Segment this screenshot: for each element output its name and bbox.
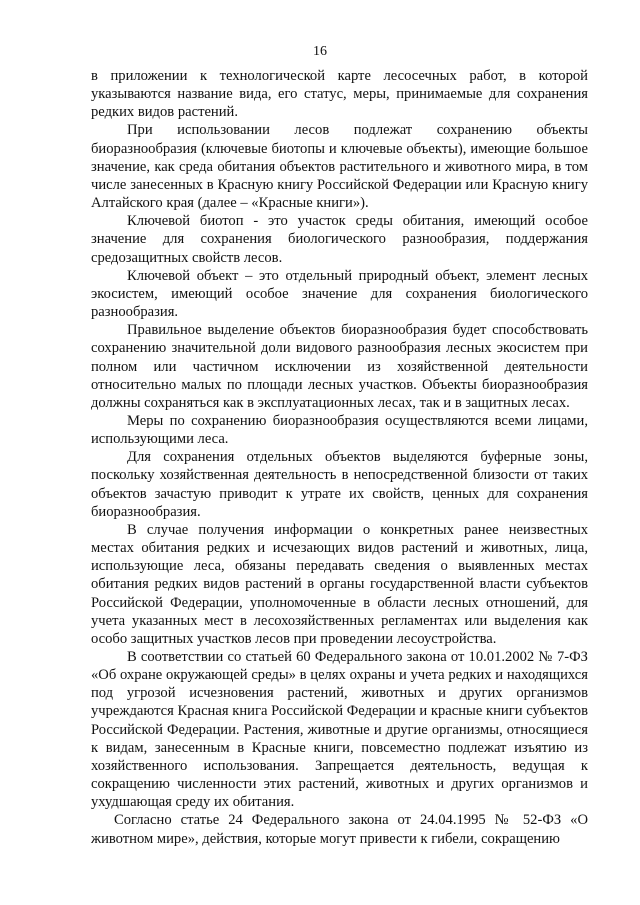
page-number: 16 xyxy=(313,44,327,59)
paragraph: В соответствии со статьей 60 Федерального закона от 10.01.2002 № 7-ФЗ «Об охране окружающей среды» в целях охраны и учета редких и находящихся под угрозой исчезновения растений, животных и других организмов учреждаются Красная книга Российской Федерации и красные книги субъектов Российской Федерации. Растения, животные и другие организмы, относящиеся к видам, занесенным в Красные книги, повсеместно подлежат изъятию из хозяйственного использования. Запрещается деятельность, ведущая к сокращению численности этих растений, животных и других организмов и ухудшающая среду их обитания. xyxy=(91,649,588,811)
paragraph: Меры по сохранению биоразнообразия осуществляются всеми лицами, использующими леса. xyxy=(91,412,588,448)
paragraph: В случае получения информации о конкретных ранее неизвестных местах обитания редких и исчезающих видов растений и животных, лица, использующие леса, обязаны передавать сведения о выявленных местах обитания редких видов растений в органы государственной власти субъектов Российской Федерации, уполномоченные в области лесных отношений, для учета указанных мест в лесохозяйственных регламентах или выделения как особо защитных участков лесов при проведении лесоустройства. xyxy=(91,521,588,647)
document-body xyxy=(91,67,588,848)
paragraph: При использовании лесов подлежат сохранению объекты биоразнообразия (ключевые биотопы и ключевые объекты), имеющие большое значение, как среда обитания объектов растительного и животного мира, в том числе занесенных в Красную книгу Российской Федерации или Красную книгу Алтайского края (далее – «Красные книги»). xyxy=(91,122,588,212)
paragraph: Для сохранения отдельных объектов выделяются буферные зоны, поскольку хозяйственная деятельность в непосредственной близости от таких объектов зачастую приводит к утрате их свойств, ценных для сохранения биоразнообразия. xyxy=(91,449,588,520)
paragraph: Согласно статье 24 Федерального закона от 24.04.1995 № 52-ФЗ «О животном мире», действия, которые могут привести к гибели, сокращению xyxy=(91,812,588,847)
paragraph: Правильное выделение объектов биоразнообразия будет способствовать сохранению значительной доли видового разнообразия лесных экосистем при полном или частичном исключении из хозяйственной деятельности относительно малых по площади лесных участков. Объекты биоразнообразия должны сохраняться как в эксплуатационных лесах, так и в защитных лесах. xyxy=(91,322,588,411)
paragraph: Ключевой биотоп - это участок среды обитания, имеющий особое значение для сохранения биологического разнообразия, поддержания средозащитных свойств лесов. xyxy=(91,213,588,266)
paragraph: в приложении к технологической карте лесосечных работ, в которой указываются название вида, его статус, меры, принимаемые для сохранения редких видов растений. xyxy=(91,68,588,121)
paragraph: Ключевой объект – это отдельный природный объект, элемент лесных экосистем, имеющий особое значение для сохранения биологического разнообразия. xyxy=(91,267,588,321)
